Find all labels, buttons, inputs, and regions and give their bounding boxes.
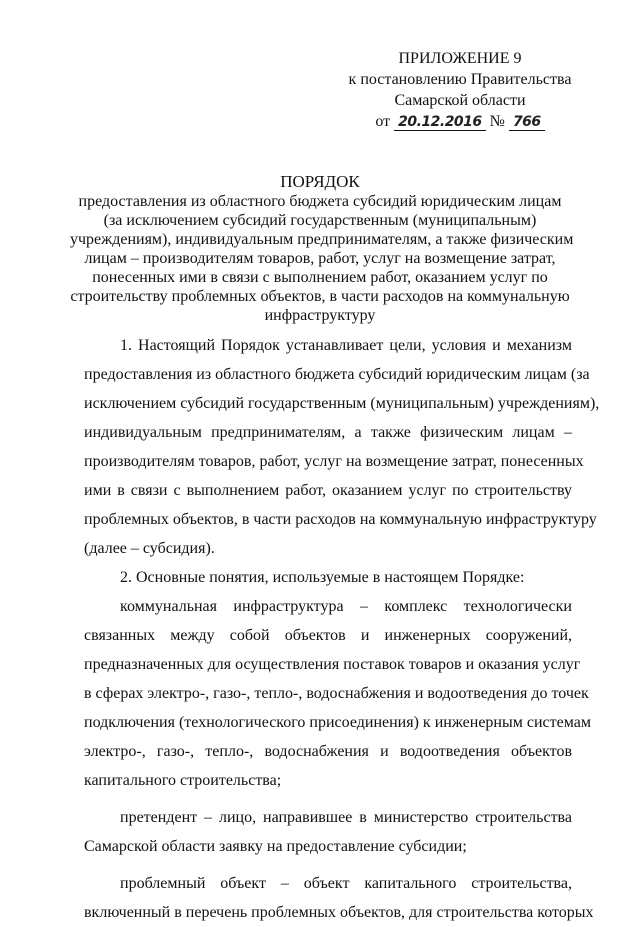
text-line: в сферах электро-, газо-, тепло-, водоснабжения и водоотведения до точек — [84, 685, 589, 702]
paragraph-gap — [84, 795, 572, 803]
text-line: исключением субсидий государственным (муниципальным) учреждениям), — [84, 395, 600, 412]
text-line: Самарской области заявку на предоставление субсидии; — [84, 838, 467, 855]
appendix-reference: к постановлению Правительства — [348, 71, 572, 88]
text-line: ими в связи с выполнением работ, оказанием услуг по строительству — [84, 482, 572, 499]
text-line: 1. Настоящий Порядок устанавливает цели, условия и механизм — [120, 337, 572, 354]
paragraph-gap — [84, 861, 572, 869]
text-line: индивидуальным предпринимателям, а также физическим лицам – — [84, 424, 572, 441]
paragraph-2 — [84, 563, 572, 592]
text-line: (далее – субсидия). — [84, 540, 215, 557]
text-line: 2. Основные понятия, используемые в настоящем Порядке: — [120, 569, 525, 586]
text-line: электро-, газо-, тепло-, водоснабжения и водоотведения объектов — [84, 743, 572, 760]
text-line: производителям товаров, работ, услуг на возмещение затрат, понесенных — [84, 453, 584, 470]
text-line: предназначенных для осуществления поставок товаров и оказания услуг — [84, 656, 581, 673]
text-line: коммунальная инфраструктура – комплекс технологически — [120, 598, 572, 615]
text-line: связанных между собой объектов и инженерных сооружений, — [84, 627, 572, 644]
appendix-date-line — [340, 111, 580, 132]
title-line: учреждениям), индивидуальным предпринимателям, а также физическим — [70, 231, 574, 248]
text-line: предоставления из областного бюджета субсидий юридическим лицам (за — [84, 366, 590, 383]
date-prefix: от — [375, 113, 391, 130]
document-body — [84, 331, 600, 927]
title-line: лицам – производителям товаров, работ, услуг на возмещение затрат, — [84, 250, 556, 267]
title-line: инфраструктуру — [264, 307, 376, 324]
handwritten-date: 20.12.2016 — [394, 114, 486, 131]
number-sign: № — [489, 113, 505, 130]
title-line: (за исключением субсидий государственным (муниципальным) — [103, 212, 537, 229]
paragraph-4 — [84, 803, 572, 861]
text-line: включенный в перечень проблемных объектов, для строительства которых — [84, 904, 594, 921]
appendix-block — [340, 48, 580, 132]
text-line: подключения (технологического присоединения) к инженерным системам — [84, 714, 591, 731]
title-line: понесенных ими в связи с выполнением работ, оказанием услуг по — [92, 269, 548, 286]
title-heading: ПОРЯДОК — [280, 172, 360, 191]
appendix-region: Самарской области — [394, 92, 526, 109]
document-title — [70, 172, 574, 325]
title-line: предоставления из областного бюджета субсидий юридическим лицам — [78, 193, 562, 210]
text-line: капитального строительства; — [84, 772, 282, 789]
handwritten-number: 766 — [509, 114, 545, 131]
paragraph-5 — [84, 869, 594, 927]
text-line: претендент – лицо, направившее в министерство строительства — [120, 809, 572, 826]
appendix-title: ПРИЛОЖЕНИЕ 9 — [398, 50, 522, 67]
title-line: строительству проблемных объектов, в части расходов на коммунальную — [70, 288, 570, 305]
paragraph-1 — [84, 331, 600, 563]
paragraph-3 — [84, 592, 591, 795]
text-line: проблемных объектов, в части расходов на коммунальную инфраструктуру — [84, 511, 597, 528]
text-line: проблемный объект – объект капитального строительства, — [120, 875, 572, 892]
